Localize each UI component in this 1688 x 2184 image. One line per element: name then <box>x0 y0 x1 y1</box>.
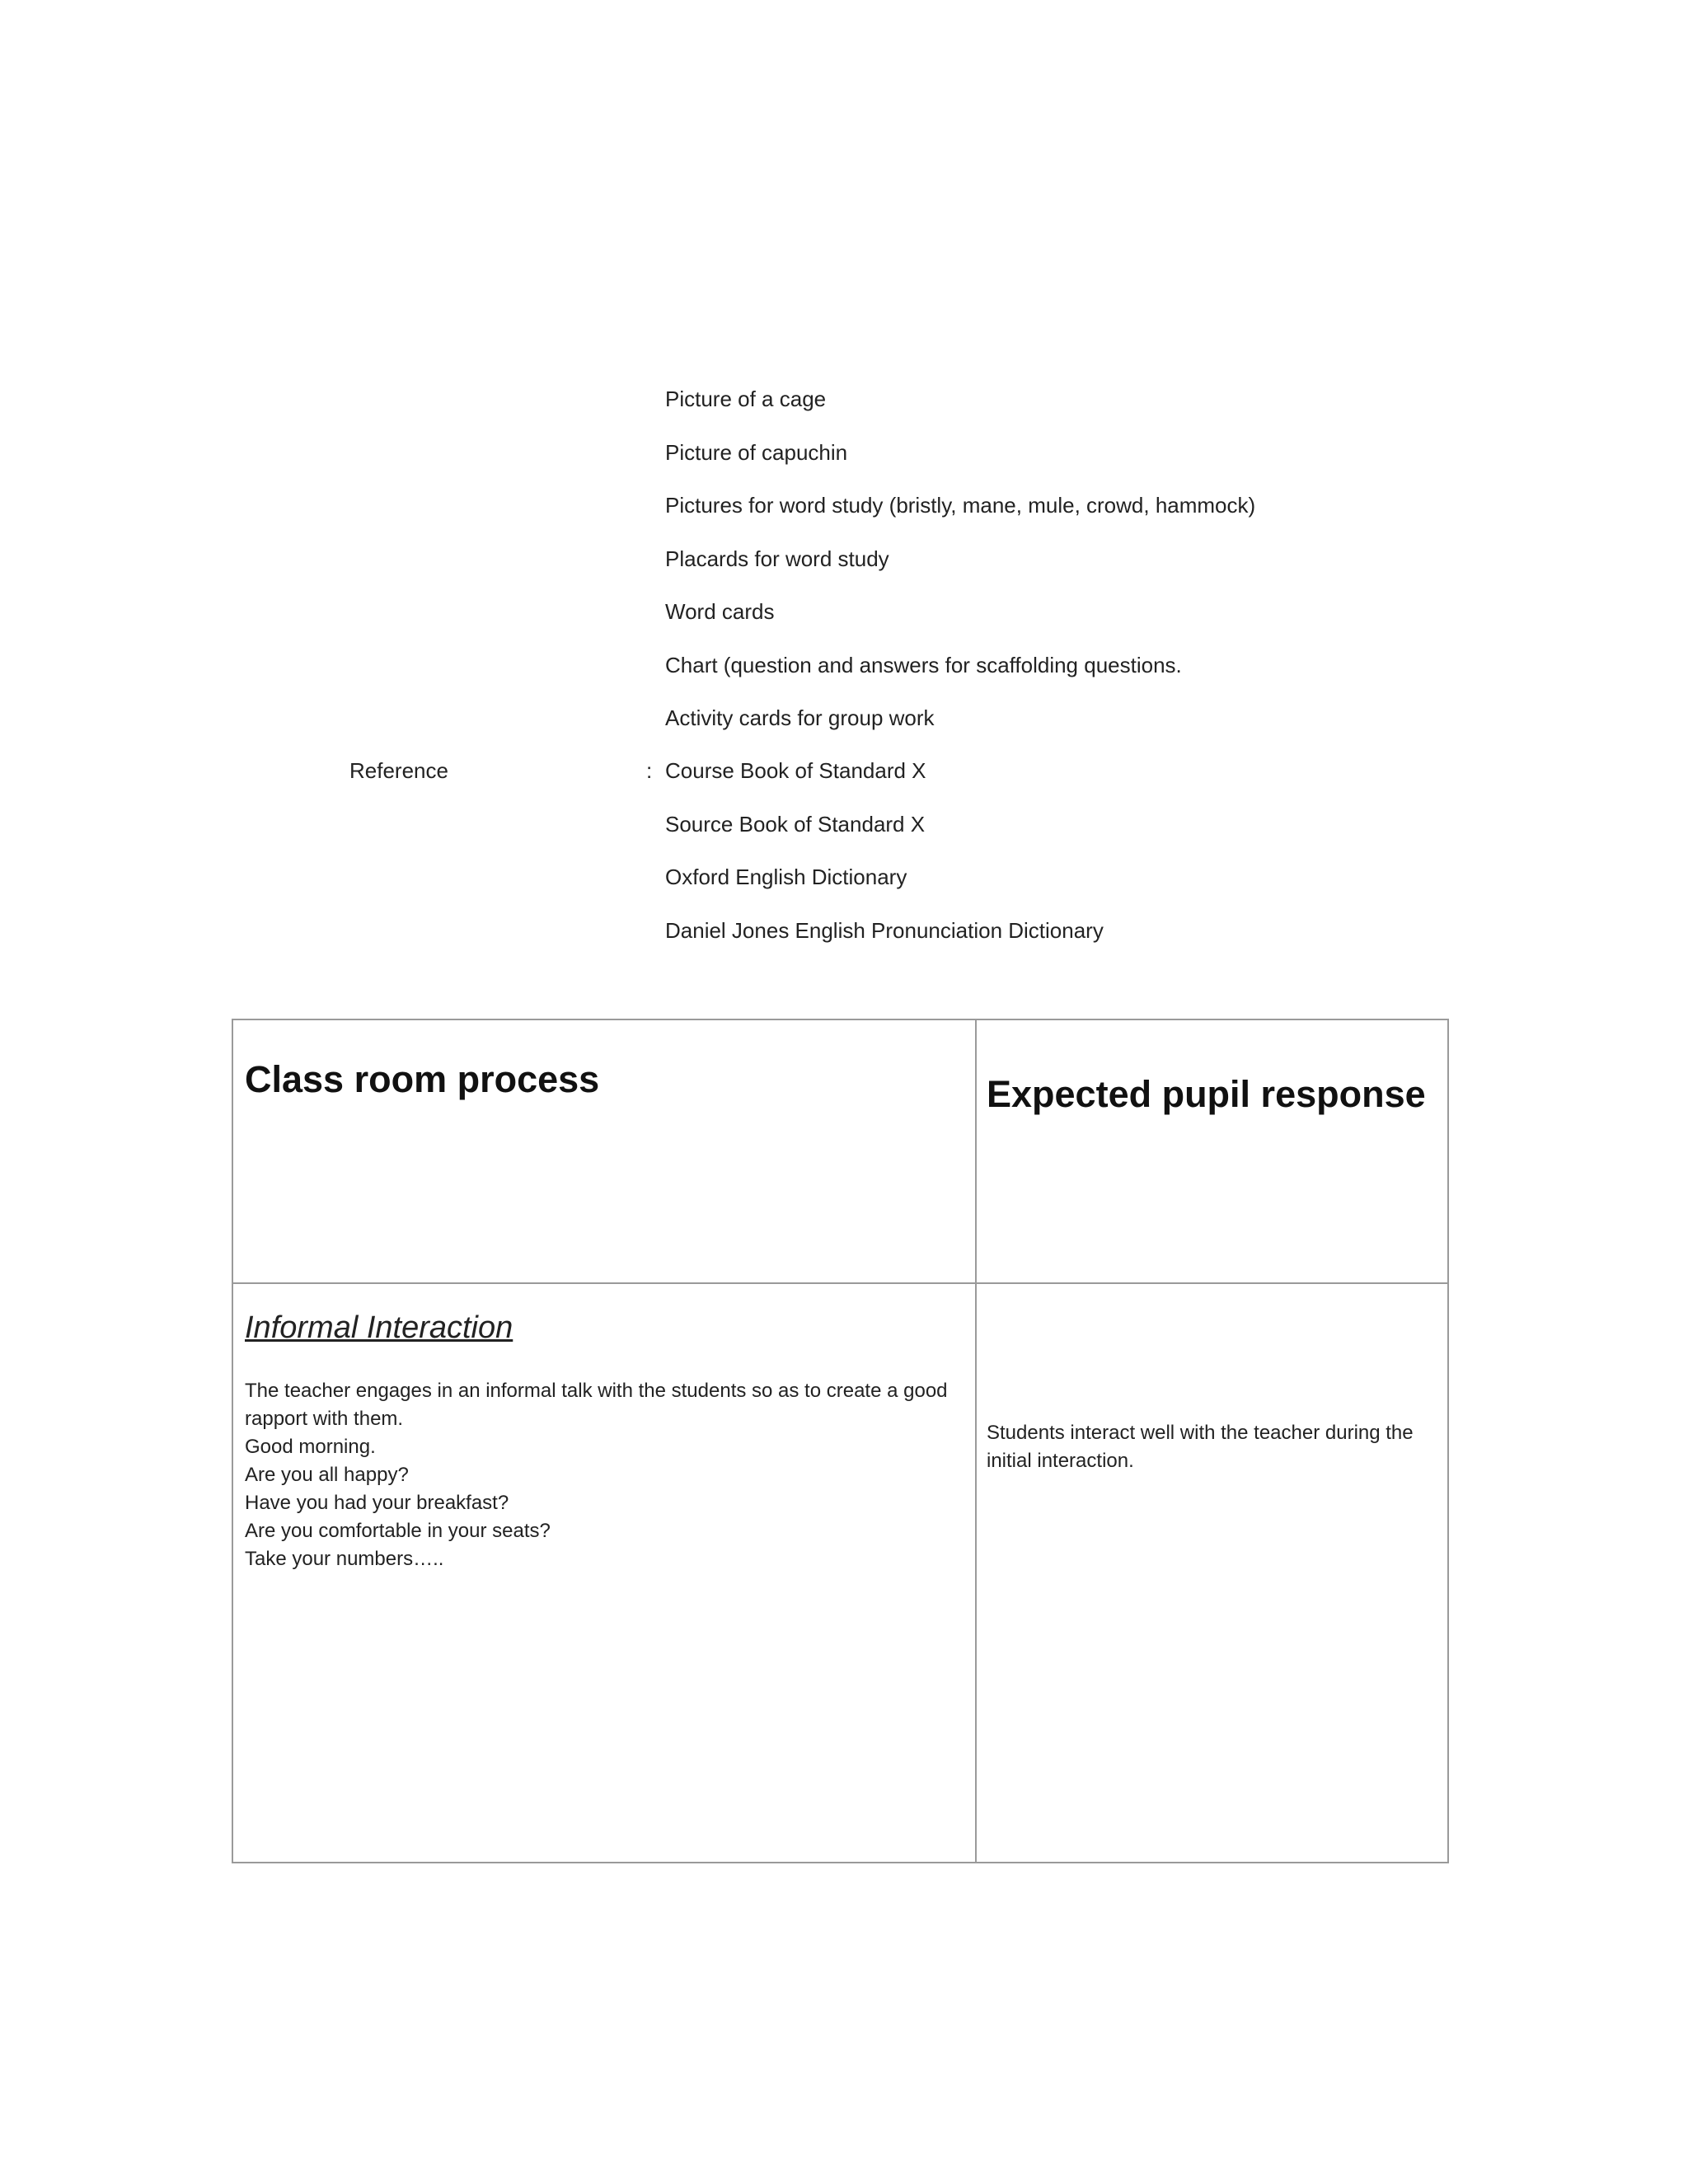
materials-item: Picture of a cage <box>665 387 827 411</box>
reference-item: Course Book of Standard X <box>665 758 926 783</box>
process-line: The teacher engages in an informal talk with the students so as to create a good rapport with them. <box>245 1380 948 1430</box>
table-column-divider <box>975 1020 977 1862</box>
reference-item: Source Book of Standard X <box>665 811 926 837</box>
lesson-plan-table <box>232 1019 1449 1863</box>
expected-response-text: Students interact well with the teacher during the initial interaction. <box>987 1422 1414 1472</box>
process-line: Are you all happy? <box>245 1464 409 1486</box>
classroom-process-text <box>245 1377 954 1573</box>
materials-item: Pictures for word study (bristly, mane, mule, crowd, hammock) <box>665 493 1256 518</box>
materials-item: Word cards <box>665 599 775 624</box>
reference-item: Oxford English Dictionary <box>665 865 907 889</box>
reference-colon: : <box>646 758 653 783</box>
header-classroom-process: Class room process <box>245 1058 600 1100</box>
materials-item: Picture of capuchin <box>665 439 848 465</box>
table-row-divider <box>233 1282 1447 1284</box>
materials-item: Activity cards for group work <box>665 705 935 730</box>
process-line: Good morning. <box>245 1436 376 1458</box>
materials-list <box>665 381 1255 753</box>
materials-item: Chart (question and answers for scaffolding questions. <box>665 652 1182 677</box>
process-line: Take your numbers….. <box>245 1548 444 1570</box>
process-line: Are you comfortable in your seats? <box>245 1520 551 1542</box>
materials-item: Placards for word study <box>665 546 889 571</box>
process-line: Have you had your breakfast? <box>245 1492 509 1514</box>
reference-item: Daniel Jones English Pronunciation Dictionary <box>665 917 1104 943</box>
reference-label: Reference <box>349 758 448 783</box>
section-title-informal-interaction: Informal Interaction <box>245 1310 513 1345</box>
header-expected-response: Expected pupil response <box>987 1073 1426 1115</box>
reference-list <box>665 752 1104 965</box>
